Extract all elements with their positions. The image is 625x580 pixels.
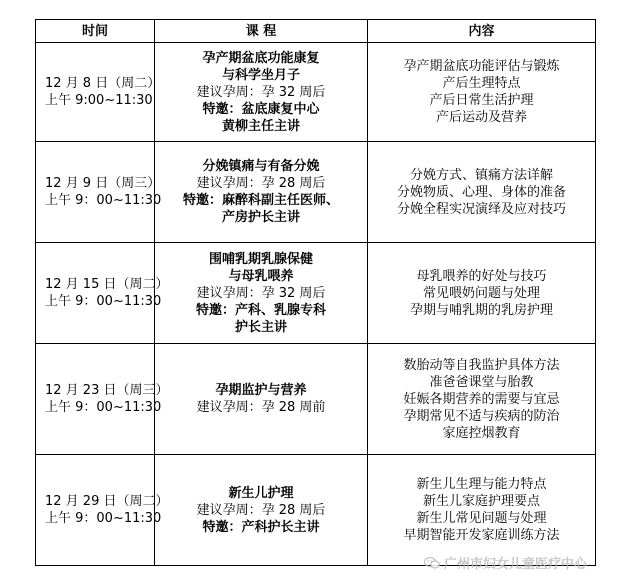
course-cell	[155, 142, 368, 243]
course-special: 特邀：产科、乳腺专科	[195, 302, 326, 318]
content-item: 孕期与哺乳期的乳房护理	[409, 302, 553, 318]
watermark-text: 广州市妇女儿童医疗中心	[443, 557, 587, 572]
time-text: 上午 9：00~11:30	[45, 400, 162, 415]
content-item: 产后生理特点	[442, 76, 521, 91]
course-week: 建议孕周：孕 28 周后	[196, 502, 326, 518]
course-cell	[155, 43, 368, 142]
content-item: 数胎动等自我监护具体方法	[403, 357, 560, 373]
course-title: 围哺乳期乳腺保健	[208, 251, 313, 267]
course-special: 特邀：麻醉科副主任医师、	[182, 193, 339, 208]
content-item: 孕产期盆底功能评估与锻炼	[403, 59, 560, 74]
header-course: 课 程	[155, 20, 368, 43]
content-item: 分娩方式、镇痛方法详解	[409, 167, 553, 183]
time-cell	[36, 43, 161, 142]
course-special: 特邀：产科护长主讲	[202, 519, 320, 535]
time-text: 上午 9：00~11:30	[45, 511, 162, 526]
content-item: 产后日常生活护理	[429, 93, 534, 108]
time-cell	[36, 243, 169, 344]
table-row	[36, 243, 596, 344]
content-item: 早期智能开发家庭训练方法	[403, 528, 560, 543]
content-cell	[368, 142, 596, 243]
course-special: 产房护长主讲	[221, 210, 300, 225]
content-item: 家庭控烟教育	[442, 425, 521, 441]
schedule-table	[35, 19, 596, 566]
table-row	[36, 142, 596, 243]
content-item: 常见喂奶问题与处理	[422, 285, 540, 301]
time-cell	[36, 344, 169, 455]
course-title: 孕期监护与营养	[215, 383, 307, 398]
date-text: 12 月 15 日（周二）	[45, 277, 169, 292]
wechat-icon	[424, 557, 440, 569]
time-text: 上午 9：00~11:30	[45, 193, 162, 208]
header-content: 内容	[368, 20, 596, 43]
content-cell	[368, 455, 596, 566]
course-title: 孕产期盆底功能康复	[202, 50, 320, 66]
course-week: 建议孕周：孕 28 周后	[196, 176, 326, 191]
content-item: 新生儿常见问题与处理	[416, 511, 547, 526]
course-title: 分娩镇痛与有备分娩	[202, 159, 320, 174]
date-text: 12 月 29 日（周二）	[45, 494, 169, 509]
content-cell	[368, 43, 596, 142]
course-cell	[155, 455, 368, 566]
date-text: 12 月 23 日（周三）	[45, 383, 169, 398]
course-cell	[155, 243, 368, 344]
date-text: 12 月 9 日（周三）	[45, 176, 161, 191]
content-item: 母乳喂养的好处与技巧	[416, 268, 547, 284]
content-item: 分娩物质、心理、身体的准备	[396, 184, 566, 200]
content-item: 孕期常见不适与疾病的防治	[403, 408, 560, 424]
date-text: 12 月 8 日（周二）	[45, 76, 161, 91]
course-week: 建议孕周：孕 32 周后	[196, 84, 326, 100]
table-row	[36, 455, 596, 566]
course-cell	[155, 344, 368, 455]
header-time: 时间	[36, 20, 155, 43]
table-header-row	[36, 20, 596, 43]
content-item: 新生儿家庭护理要点	[422, 494, 540, 509]
table-row	[36, 344, 596, 455]
course-special: 护长主讲	[234, 319, 287, 335]
course-week: 建议孕周：孕 32 周后	[196, 285, 326, 301]
content-item: 分娩全程实况演绎及应对技巧	[396, 201, 566, 217]
content-cell	[368, 243, 596, 344]
content-item: 新生儿生理与能力特点	[416, 477, 547, 492]
content-item: 准爸爸课堂与胎教	[429, 374, 534, 390]
course-title: 新生儿护理	[228, 485, 294, 501]
course-title: 与母乳喂养	[228, 268, 294, 284]
time-cell	[36, 455, 169, 566]
course-special: 特邀：盆底康复中心	[202, 101, 320, 117]
course-title: 与科学坐月子	[221, 67, 300, 83]
content-item: 妊娠各期营养的需要与宜忌	[403, 391, 560, 407]
course-special: 黄柳主任主讲	[221, 118, 300, 134]
course-week: 建议孕周：孕 28 周前	[196, 400, 326, 415]
table-row	[36, 43, 596, 142]
content-item: 产后运动及营养	[435, 110, 527, 125]
content-cell	[368, 344, 596, 455]
time-text: 上午 9：00~11:30	[45, 294, 162, 309]
watermark	[424, 553, 587, 572]
time-cell	[36, 142, 162, 243]
time-text: 上午 9:00~11:30	[45, 93, 153, 108]
